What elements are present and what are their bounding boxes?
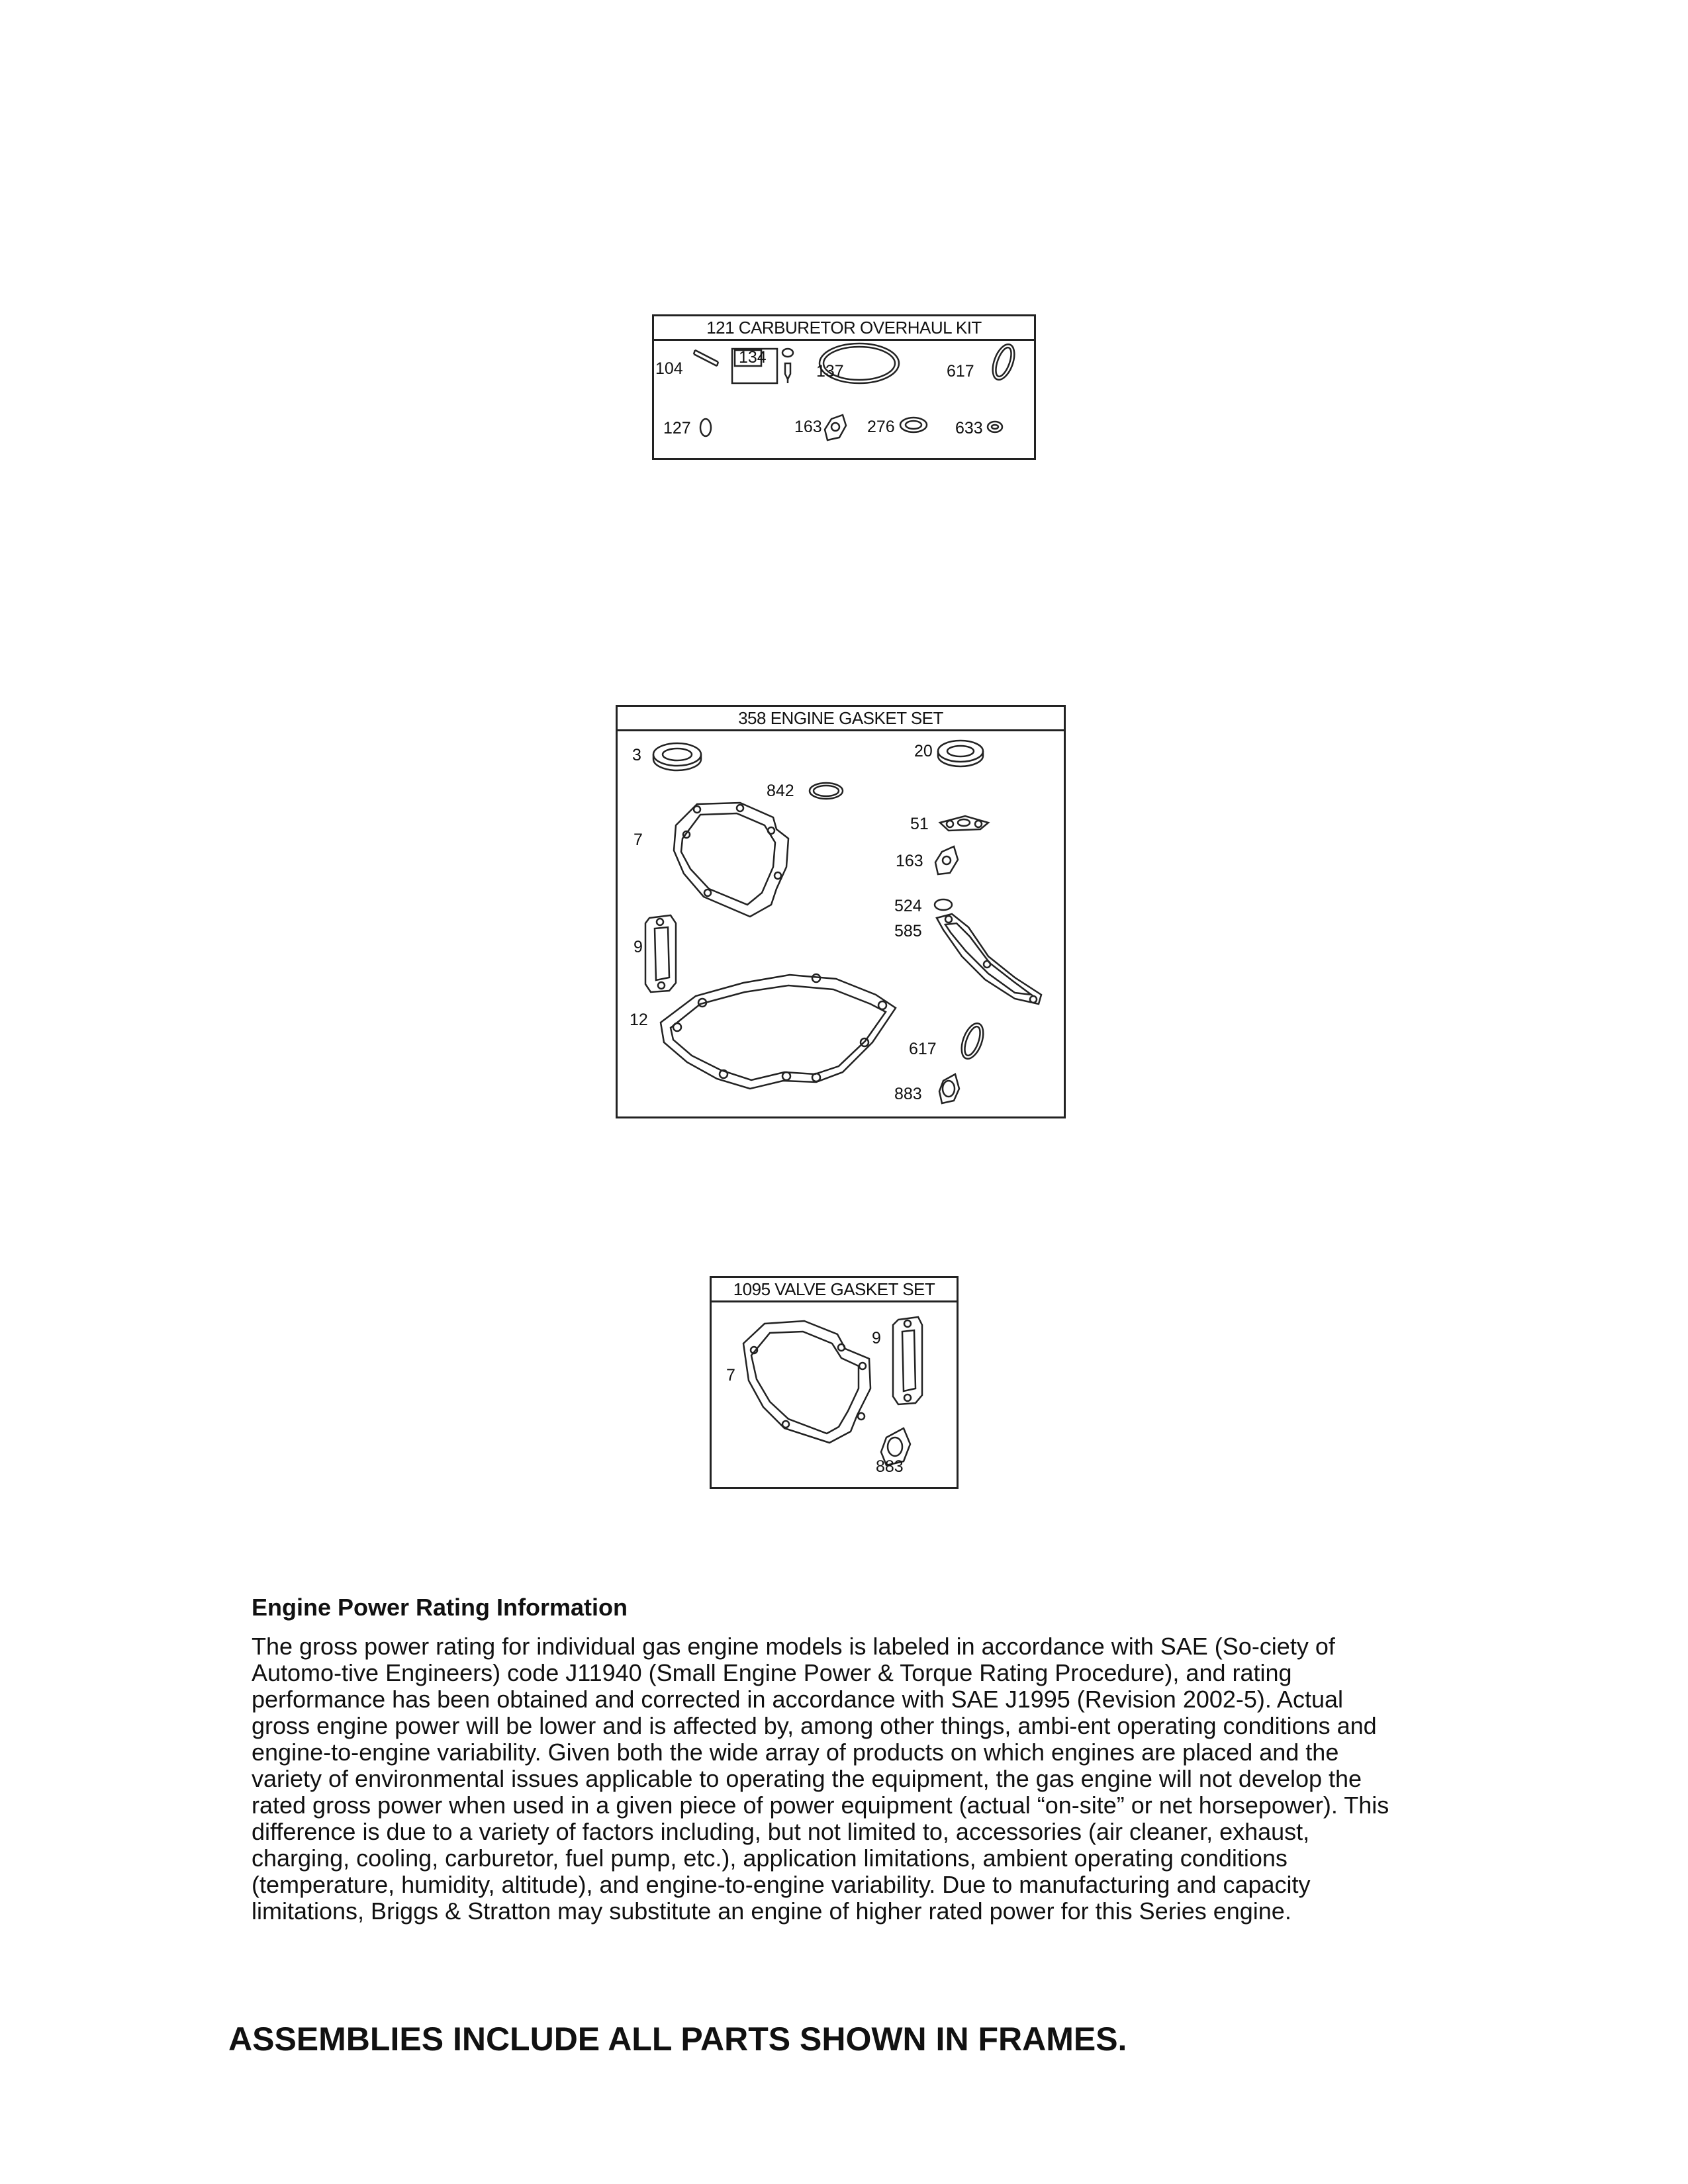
part-883-gasket-drawing — [939, 1074, 959, 1103]
engine-gasket-diagram — [618, 731, 1064, 1116]
engine-gasket-illustration — [618, 731, 1064, 1116]
part-842-ring-drawing — [810, 783, 843, 799]
valve-gasket-diagram — [712, 1302, 957, 1487]
part-number-163: 163 — [794, 418, 822, 436]
part-7-head-gasket-drawing — [674, 803, 788, 917]
part-12-crankcase-gasket-drawing — [661, 974, 896, 1089]
valve-gasket-illustration — [712, 1302, 957, 1487]
part-number-9: 9 — [633, 938, 643, 956]
valve-gasket-set-title: 1095 VALVE GASKET SET — [712, 1278, 957, 1302]
part-3-oil-seal-drawing — [653, 743, 701, 770]
part-617-oring-drawing — [957, 1021, 987, 1062]
carburetor-kit-illustration — [654, 341, 1034, 458]
part-number-7: 7 — [726, 1366, 735, 1385]
part-number-617: 617 — [947, 362, 974, 381]
part-number-883: 883 — [894, 1085, 922, 1103]
part-number-524: 524 — [894, 897, 922, 915]
part-617-oring-drawing — [988, 341, 1018, 383]
part-number-633: 633 — [955, 419, 983, 437]
engine-power-rating-heading: Engine Power Rating Information — [252, 1594, 628, 1621]
part-number-617: 617 — [909, 1040, 937, 1058]
part-585-gasket-drawing — [937, 914, 1041, 1004]
part-633-washer-drawing — [988, 422, 1002, 432]
part-number-20: 20 — [914, 742, 933, 760]
part-number-134: 134 — [739, 348, 767, 367]
part-number-137: 137 — [816, 362, 844, 381]
part-number-276: 276 — [867, 418, 895, 436]
engine-gasket-set-frame — [616, 705, 1066, 1118]
part-number-842: 842 — [767, 782, 794, 800]
part-127-washer-drawing — [700, 419, 711, 436]
part-524-oring-drawing — [935, 899, 952, 910]
part-276-washer-drawing — [900, 418, 927, 432]
part-9-intake-gasket-drawing — [893, 1317, 922, 1404]
part-7-head-gasket-drawing — [743, 1321, 870, 1443]
part-number-7: 7 — [633, 831, 643, 849]
part-number-585: 585 — [894, 922, 922, 940]
part-number-9: 9 — [872, 1329, 881, 1347]
part-number-104: 104 — [655, 359, 683, 378]
valve-gasket-set-frame — [710, 1276, 959, 1489]
part-20-oil-seal-drawing — [938, 741, 983, 766]
part-9-intake-gasket-drawing — [645, 915, 676, 992]
part-163-gasket-drawing — [825, 415, 846, 440]
assemblies-footer-note: ASSEMBLIES INCLUDE ALL PARTS SHOWN IN FRAMES. — [228, 2021, 1127, 2058]
carburetor-overhaul-kit-title: 121 CARBURETOR OVERHAUL KIT — [654, 316, 1034, 341]
part-number-12: 12 — [630, 1011, 648, 1029]
part-number-127: 127 — [663, 419, 691, 437]
part-number-3: 3 — [632, 746, 641, 764]
carburetor-kit-diagram — [654, 341, 1034, 458]
engine-gasket-set-title: 358 ENGINE GASKET SET — [618, 707, 1064, 731]
part-104-pin-drawing — [694, 350, 718, 366]
engine-power-rating-paragraph: The gross power rating for individual gas engine models is labeled in accordance with SAE (So-ciety of Automo-tive Engineers) code J11940 (Small Engine Power & Torque Rating Procedure), and rating performance has been obtained and corrected in accordance with SAE J1995 (Revision 2002-5). Actual gross engine power will be lower and is affected by, among other things, ambi-ent operating conditions and engine-to-engine variability. Given both the wide array of products on which engines are placed and the variety of environmental issues applicable to operating the equipment, the gas engine will not develop the rated gross power when used in a given piece of power equipment (actual “on-site” or net horsepower). This difference is due to a variety of factors including, but not limited to, accessories (air cleaner, exhaust, charging, cooling, carburetor, fuel pump, etc.), application limitations, ambient operating conditions (temperature, humidity, altitude), and engine-to-engine variability. Due to manufacturing and capacity limitations, Briggs & Stratton may substitute an engine of higher rated power for this Series engine. — [252, 1633, 1389, 1925]
carburetor-overhaul-kit-frame — [652, 314, 1036, 460]
part-number-51: 51 — [910, 815, 929, 833]
part-number-163: 163 — [896, 852, 923, 870]
part-51-gasket-drawing — [940, 816, 988, 831]
part-number-883: 883 — [876, 1457, 904, 1476]
part-163-gasket-drawing — [935, 846, 958, 874]
